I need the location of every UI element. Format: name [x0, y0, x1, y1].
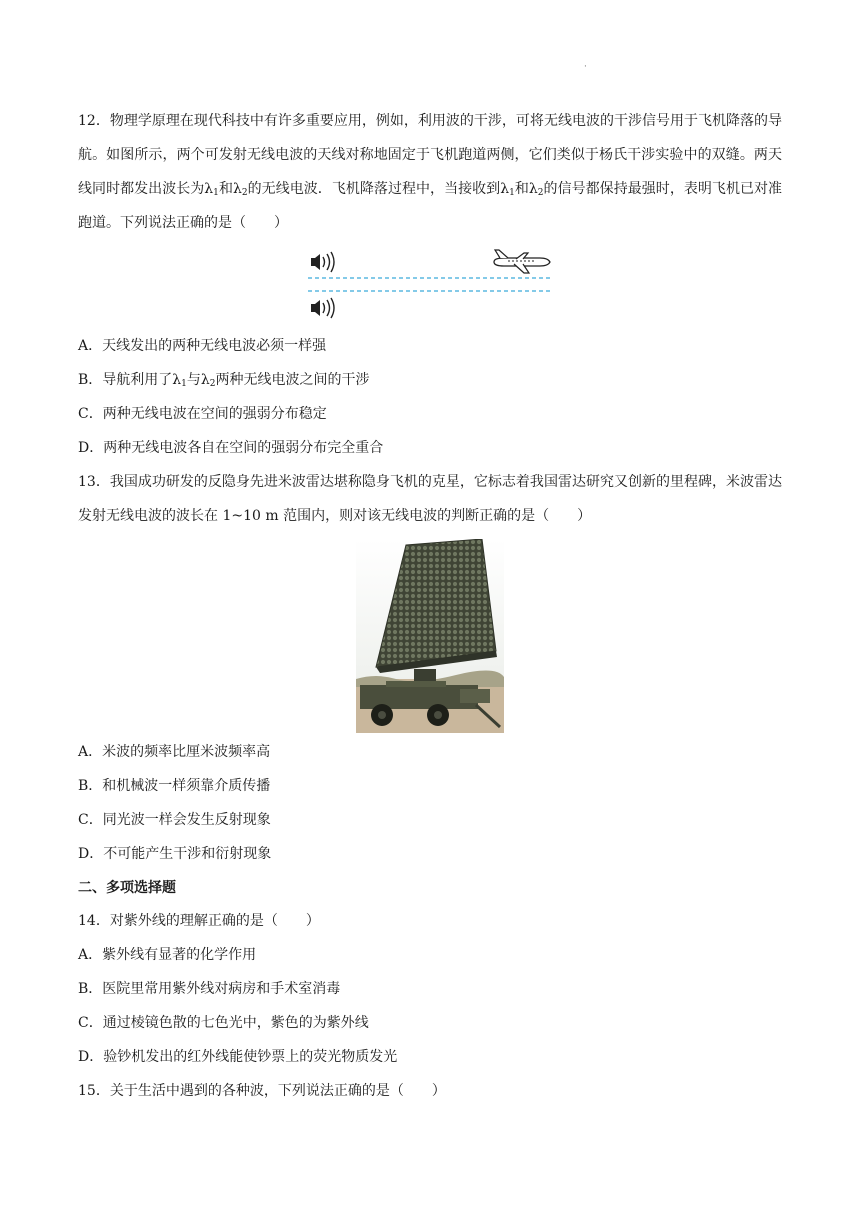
q12-option-b — [78, 370, 370, 390]
q12-and: 和 — [218, 181, 233, 197]
q12-option-b-post: 两种无线电波之间的干涉 — [215, 372, 370, 388]
q13-option-a: A．米波的频率比厘米波频率高 — [78, 744, 271, 760]
lambda-1-subscript: 1 — [213, 188, 219, 198]
q13-option-c: C．同光波一样会发生反射现象 — [78, 812, 271, 828]
q12-option-d: D．两种无线电波各自在空间的强弱分布完全重合 — [78, 440, 384, 456]
q14-option-b: B．医院里常用紫外线对病房和手术室消毒 — [78, 981, 341, 997]
q12-text-a: 12．物理学原理在现代科技中有许多重要应用，例如，利用波的干涉，可将无线电波的干涉信号用于飞机降落的导航。如图所示，两个可发射无线电波的天线对称地固定于飞机跑道两侧，它们类似于杨氏干涉实验中的双缝。两天线同时都发出波长为 — [78, 113, 782, 197]
question-13-stem: 13．我国成功研发的反隐身先进米波雷达堪称隐身飞机的克星，它标志着我国雷达研究又创新的里程碑，米波雷达发射无线电波的波长在 1~10 m 范围内，则对该无线电波的判断正确的是（ ） — [78, 474, 782, 524]
q12-and: 和 — [514, 181, 529, 197]
lambda-2: λ — [528, 181, 538, 197]
question-14-stem: 14．对紫外线的理解正确的是（ ） — [78, 913, 320, 929]
lambda-1-subscript: 1 — [509, 188, 515, 198]
lambda-1-subscript: 1 — [181, 379, 187, 389]
lambda-1: λ — [500, 181, 510, 197]
speaker-icon — [311, 252, 334, 272]
lambda-1: λ — [204, 181, 214, 197]
page-top-mark: · — [584, 62, 587, 72]
q12-option-b-pre: B．导航利用了 — [78, 372, 173, 388]
q12-text-b: 的无线电波．飞机降落过程中，当接收到 — [247, 181, 501, 197]
q12-option-a: A．天线发出的两种无线电波必须一样强 — [78, 338, 327, 354]
q13-option-d: D．不可能产生干涉和衍射现象 — [78, 846, 272, 862]
lambda-2-subscript: 2 — [241, 188, 248, 198]
q12-option-c: C．两种无线电波在空间的强弱分布稳定 — [78, 406, 327, 422]
q14-option-c: C．通过棱镜色散的七色光中，紫色的为紫外线 — [78, 1015, 369, 1031]
antenna-runway-figure — [300, 246, 560, 322]
q14-option-a: A．紫外线有显著的化学作用 — [78, 947, 257, 963]
question-12-stem — [78, 104, 782, 240]
q13-option-b: B．和机械波一样须靠介质传播 — [78, 778, 271, 794]
lambda-2: λ — [232, 181, 242, 197]
question-15-stem: 15．关于生活中遇到的各种波，下列说法正确的是（ ） — [78, 1083, 446, 1099]
lambda-2-subscript: 2 — [209, 379, 216, 389]
lambda-1: λ — [172, 372, 182, 388]
lambda-2: λ — [200, 372, 210, 388]
q12-option-b-mid: 与 — [186, 372, 201, 388]
lambda-2-subscript: 2 — [537, 188, 544, 198]
speaker-icon — [311, 298, 334, 318]
q14-option-d: D．验钞机发出的红外线能使钞票上的荧光物质发光 — [78, 1049, 398, 1065]
radar-photo — [356, 539, 504, 733]
q12-text-c: 的信号都保持最强时，表明飞机已对准跑道。下列说法正确的是（ ） — [78, 181, 783, 231]
airplane-icon — [494, 250, 550, 273]
section-heading: 二、多项选择题 — [78, 880, 176, 896]
